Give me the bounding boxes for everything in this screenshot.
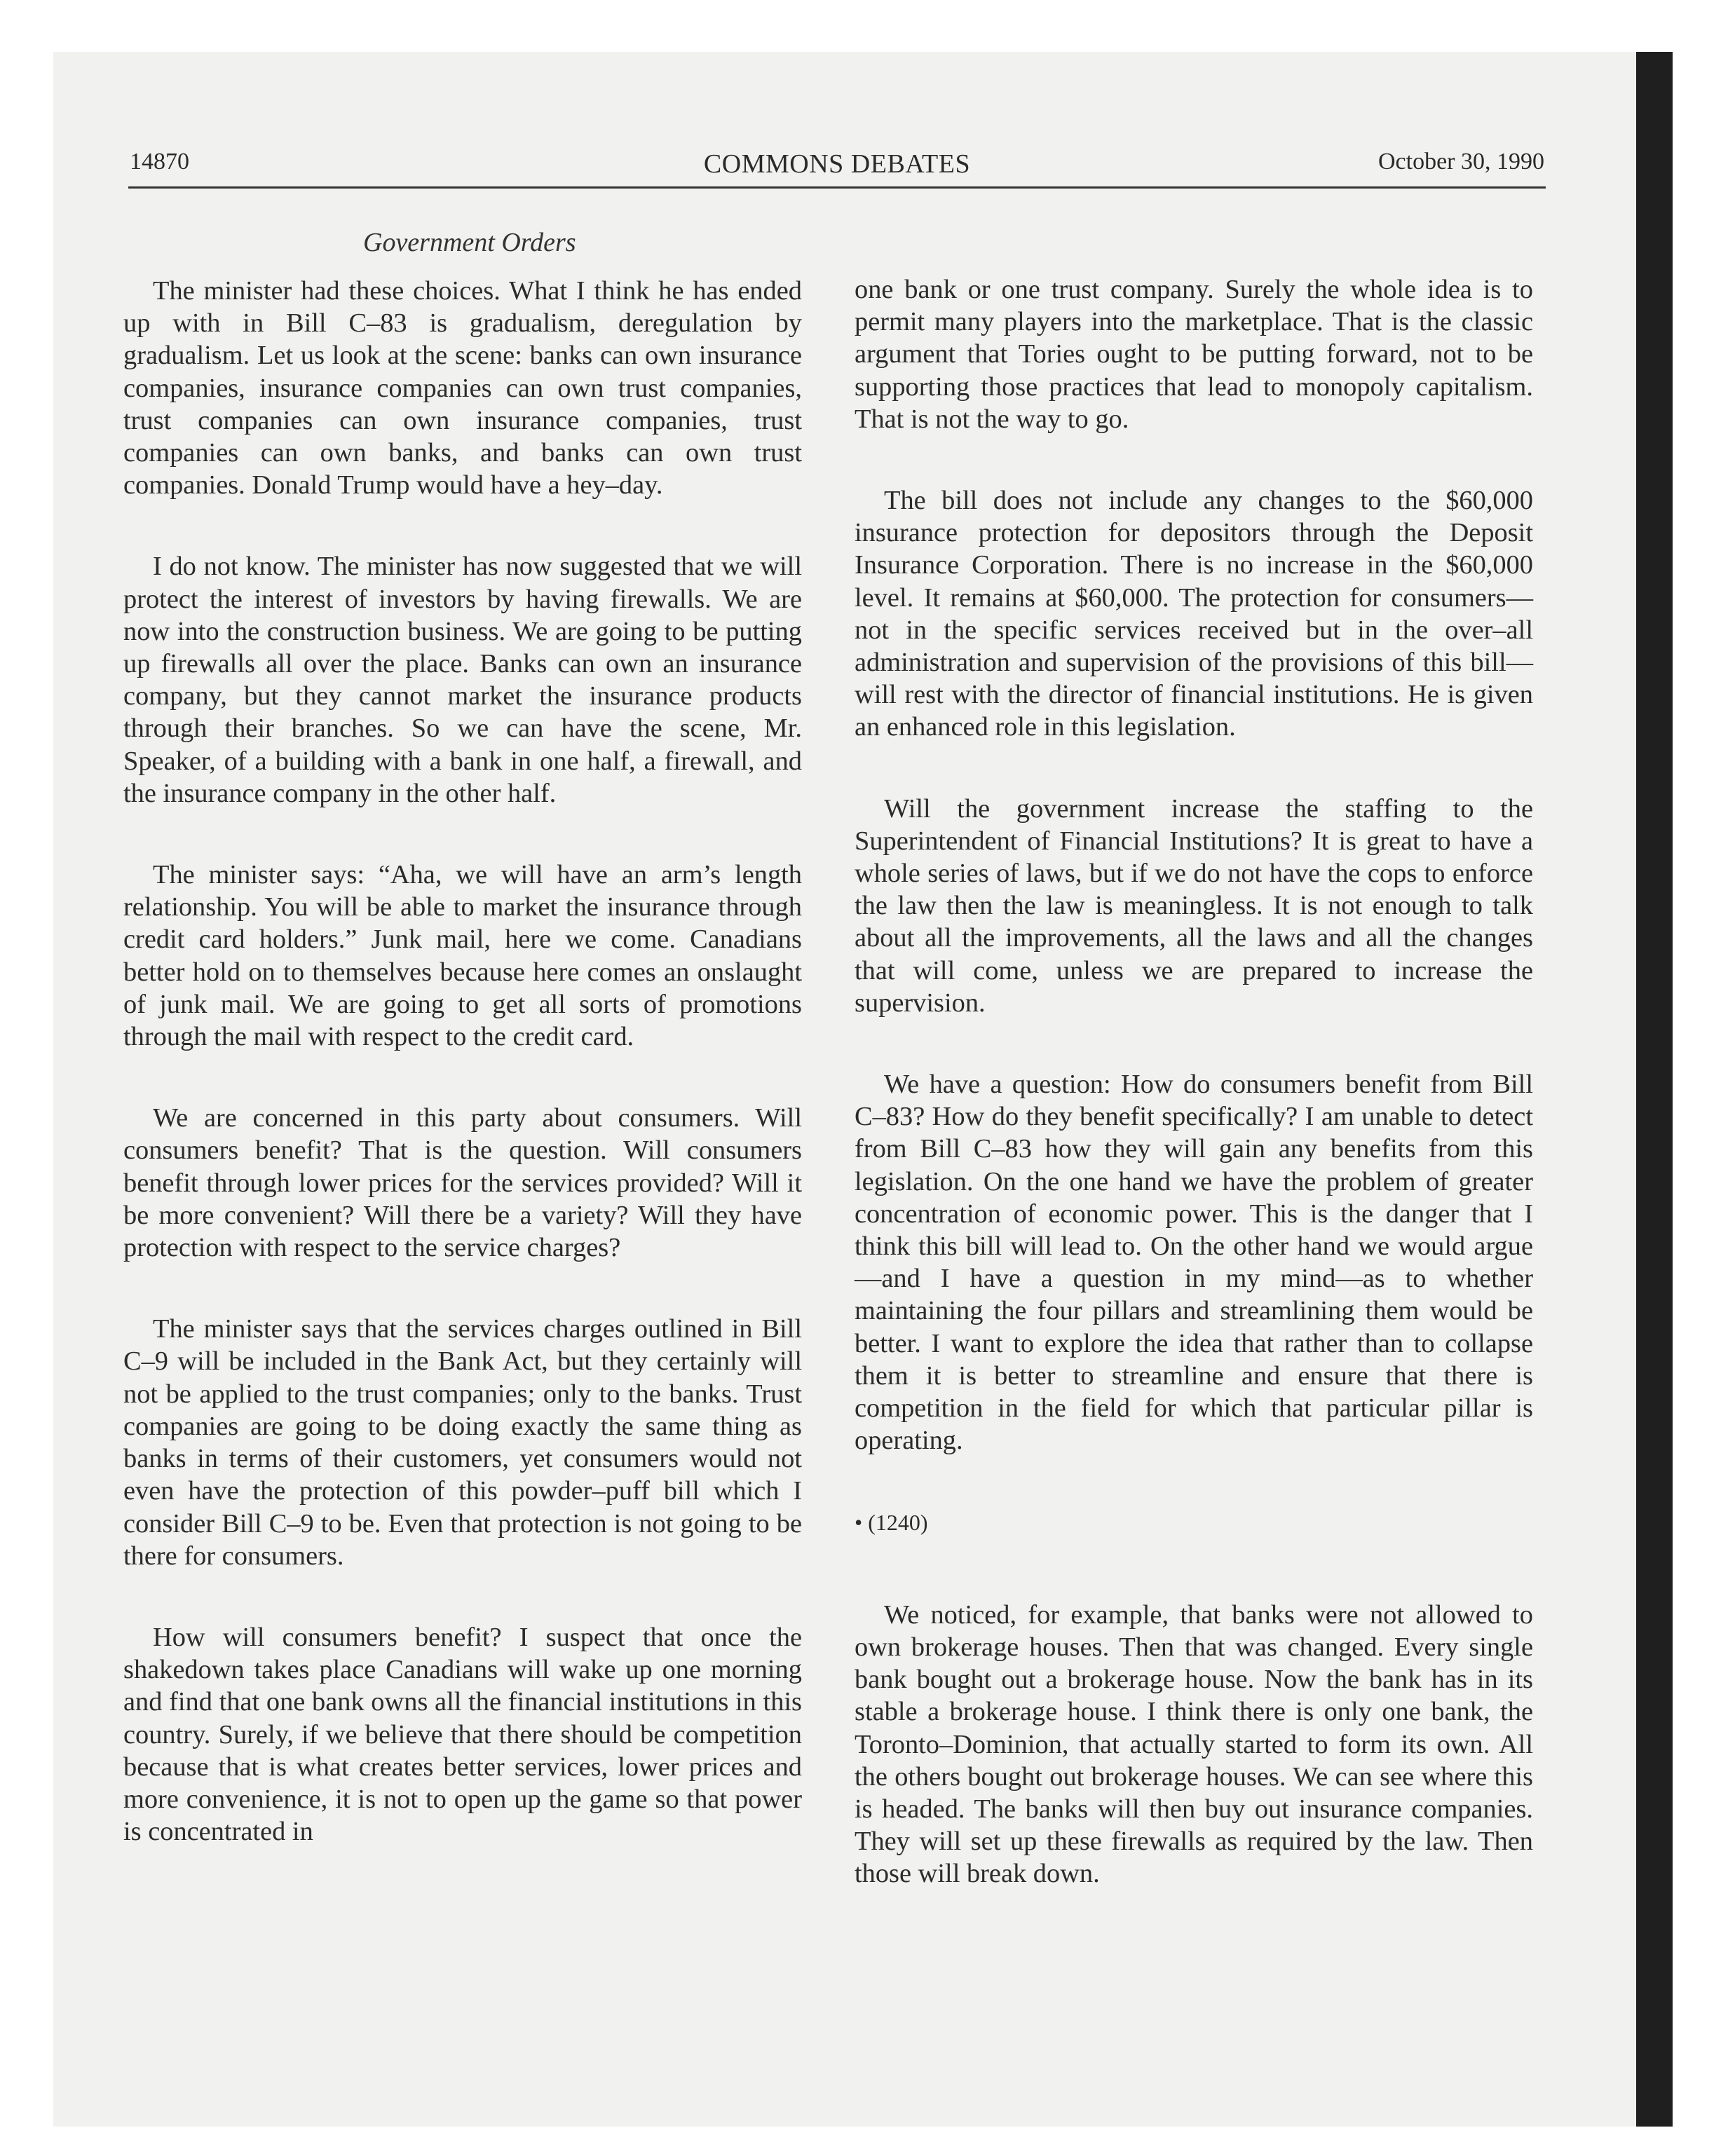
paragraph: We are concerned in this party about consumers. Will consumers benefit? That is the question. Will consumers benefit through lower prices for the services provided? Will it be more convenient? Will there be a variety? Will they have protection with respect to the service charges? xyxy=(123,1103,802,1263)
paragraph: We noticed, for example, that banks were not allowed to own brokerage houses. Then that was changed. Every single bank bought out a brokerage house. Now the bank has in its stable a brokerage house. I think there is only one bank, the Toronto–Dominion, that actually started to form its own. All the others bought out brokerage houses. We can see where this is headed. The banks will then buy out insurance companies. They will set up these firewalls as required by the law. Then those will break down. xyxy=(855,1599,1533,1889)
paragraph: How will consumers benefit? I suspect that once the shakedown takes place Canadians will wake up one morning and find that one bank owns all the financial institutions in this country. Surely, if we believe that there should be competition because that is what creates better services, lower prices and more convenience, it is not to open up the game so that power is concentrated in xyxy=(123,1622,802,1847)
paragraph: The minister says that the services charges outlined in Bill C–9 will be included in the Bank Act, but they certainly will not be applied to the trust companies; only to the banks. Trust companies are going to be doing exactly the same thing as banks in terms of their customers, yet consumers would not even have the protection of this powder–puff bill which I consider Bill C–9 to be. Even that protection is not going to be there for consumers. xyxy=(123,1314,802,1571)
time-marker: • (1240) xyxy=(855,1509,928,1535)
page-number: 14870 xyxy=(130,149,189,175)
paragraph: The minister says: “Aha, we will have an arm’s length relationship. You will be able to market the insurance through credit card holders.” Junk mail, here we come. Canadians better hold on to themselves because here comes an onslaught of junk mail. We are going to get all sorts of promotions through the mail with respect to the credit card. xyxy=(123,860,802,1052)
page-header xyxy=(130,149,1544,191)
publication-date: October 30, 1990 xyxy=(1377,149,1544,175)
continued-paragraph: one bank or one trust company. Surely the whole idea is to permit many players into the marketplace. That is the classic argument that Tories ought to be putting forward, not to be supporting those practices that lead to monopoly capitalism. That is not the way to go. xyxy=(855,275,1533,434)
left-column xyxy=(123,275,802,1897)
paragraph: I do not know. The minister has now suggested that we will protect the interest of investors by having firewalls. We are now into the construction business. We are going to be putting up firewalls all over the place. Banks can own an insurance company, but they cannot market the insurance products through their branches. So we can have the scene, Mr. Speaker, of a building with a bank in one half, a firewall, and the insurance company in the other half. xyxy=(123,552,802,808)
publication-title: COMMONS DEBATES xyxy=(703,149,971,179)
section-label: Government Orders xyxy=(363,228,576,257)
header-rule xyxy=(128,186,1546,189)
paragraph: We have a question: How do consumers benefit from Bill C–83? How do they benefit specifically? I am unable to detect from Bill C–83 how they will gain any benefits from this legislation. On the one hand we have the problem of greater concentration of economic power. This is the danger that I think this bill will lead to. On the other hand we would argue—and I have a question in my mind—as to whether maintaining the four pillars and streamlining them would be better. I want to explore the idea that rather than to collapse them it is better to streamline and ensure that there is competition in the field for which that particular pillar is operating. xyxy=(855,1070,1533,1456)
paragraph: The minister had these choices. What I think he has ended up with in Bill C–83 is gradualism, deregulation by gradualism. Let us look at the scene: banks can own insurance companies, insurance companies can own trust companies, trust companies can own insurance companies, trust companies can own banks, and banks can own trust companies. Donald Trump would have a hey–day. xyxy=(123,276,802,500)
paragraph: Will the government increase the staffing to the Superintendent of Financial Institutions? It is great to have a whole series of laws, but if we do not have the cops to enforce the law then the law is meaningless. It is not enough to talk about all the improvements, all the laws and all the changes that will come, unless we are prepared to increase the supervision. xyxy=(855,793,1533,1018)
paragraph: The bill does not include any changes to the $60,000 insurance protection for depositors through the Deposit Insurance Corporation. There is no increase in the $60,000 level. It remains at $60,000. The protection for consumers—not in the specific services received but in the over–all administration and supervision of the provisions of this bill—will rest with the director of financial institutions. He is given an enhanced role in this legislation. xyxy=(855,486,1533,742)
right-column xyxy=(855,273,1533,1939)
scanned-page-background xyxy=(53,52,1673,2127)
document-page xyxy=(53,52,1673,2127)
scan-edge-bar xyxy=(1636,52,1673,2127)
